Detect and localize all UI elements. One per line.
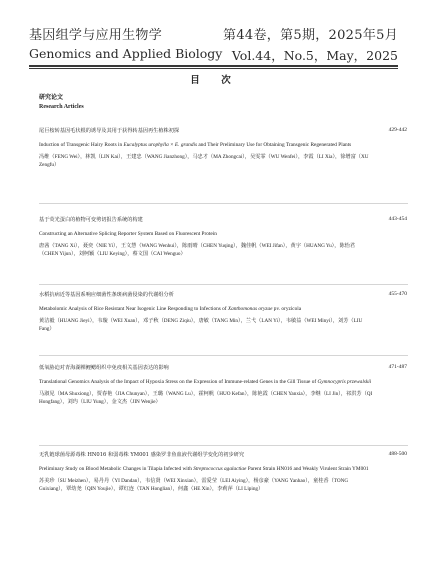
article-title-zh[interactable]: 无乳链球菌母源毒株 HN016 和弱毒株 YM001 感染罗非鱼血液代谢组学变化的初步研究 (39, 452, 245, 458)
article-pages: 443-454 (388, 216, 407, 222)
section-heading-zh: 研究论文 (39, 94, 64, 101)
article-title-en: Preliminary Study on Blood Metabolic Changes in Tilapia Infected with Streptococcus agalactiae Parent Strain HN016 and Weakly Virulent Strain YM001 (39, 466, 369, 472)
article-pages: 471-487 (388, 364, 407, 370)
article-authors: 苏美珍（SU Meizhen），易丹丹（YI Dandan），韦信贤（WEI Xinxian），雷爱莹（LEI Aiying），杨彦豪（YANG Yanhao），童桂香（TONG Guixiang），覃幼尧（QIN Youjie），谭红连（TAN Honglian），何鑫（HE Xin），李莉萍（LI Liping） (39, 478, 349, 492)
toc-entry[interactable] (39, 364, 407, 406)
toc-title: 目 次 (190, 75, 237, 86)
entry-divider (39, 203, 408, 204)
article-pages: 488-500 (388, 451, 407, 457)
article-authors: 马淑见（MA Shuxiong），贾春艳（JIA Chunyan），王璐（WANG Lu），霍柯帆（HUO Kefan），陈艳霞（CHEN Yanxia），李继（LI Jin），祁洪芳（QI Hongfang），刘玙（LIU Yung），金文杰（JIN Wenjie） (39, 391, 373, 405)
article-title-zh[interactable]: 尾巨桉转基因毛状根的诱导及其用于获得转基因再生植株初探 (39, 128, 180, 134)
article-title-en: Induction of Transgenic Hairy Roots in Eucalyptus urophylla × E. grandis and Their Preliminary Use for Obtaining Transgenic Regenerated Plants (39, 142, 352, 148)
entry-divider (39, 284, 408, 285)
section-heading-en: Research Articles (39, 104, 84, 110)
issue-info-en: Vol.44，No.5，May，2025 (231, 48, 398, 63)
toc-entry[interactable] (39, 451, 407, 493)
issue-info-zh: 第44卷，第5期，2025年5月 (223, 28, 398, 43)
article-title-zh[interactable]: 低氧胁迫对青海湖裸鲤鳃组织中免疫相关基因表达的影响 (39, 365, 169, 371)
article-authors: 冯维（FENG Wei），林凯（LIN Kai），王建忠（WANG Jianzhong），马忠才（MA Zhongcai），吴雯霏（WU Wenfei），李霞（LI Xia），徐增富（XU Zengfu） (39, 154, 369, 168)
article-title-zh[interactable]: 基于荧光蛋白的植物可变剪切报告系统的构建 (39, 217, 143, 223)
article-title-en: Constructing an Alternative Splicing Reporter System Based on Fluorescent Protein (39, 231, 217, 237)
article-title-zh[interactable]: 水稻抗病近等基因系响应细菌性条斑病菌侵染的代谢组分析 (39, 292, 174, 298)
header-rule-thick (29, 65, 398, 67)
article-title-en: Translational Genomics Analysis of the Impact of Hypoxia Stress on the Expression of Immune-related Genes in the Gill Tissue of Gymnocypris przewalskii (39, 379, 372, 385)
toc-entry[interactable] (39, 127, 407, 169)
header-rule-thin (29, 68, 398, 69)
toc-entry[interactable] (39, 216, 407, 258)
entry-divider (39, 355, 408, 356)
toc-entry[interactable] (39, 291, 407, 333)
article-title-en: Metabolomic Analysis of Rice Resistant Near Isogenic Line Responding to Infections of Xanthomonas oryzae pv. oryzicola (39, 306, 302, 312)
journal-title-zh: 基因组学与应用生物学 (29, 28, 163, 43)
article-authors: 黄洁毅（HUANG Jieyi），韦璇（WEI Xuan），邓子秋（DENG Ziqiu），唐敏（TANG Min），兰弋（LAN Yi），韦敏益（WEI Minyi），刘芳（LIU Fang） (39, 318, 363, 332)
article-pages: 455-470 (388, 291, 407, 297)
journal-header (29, 24, 398, 64)
journal-title-en: Genomics and Applied Biology (29, 46, 223, 61)
entry-divider (39, 445, 408, 446)
article-pages: 429-442 (388, 127, 407, 133)
article-authors: 唐茜（TANG Xi），聂奕（NIE Yi），王文慧（WANG Wenhui），陈雨晴（CHEN Yuqing），魏佳帆（WEI Jifan），黄宇（HUANG Yu），陈怡君（CHEN Yijun），刘柯颖（LIU Keying），蔡文国（CAI Wenguo） (39, 243, 356, 257)
